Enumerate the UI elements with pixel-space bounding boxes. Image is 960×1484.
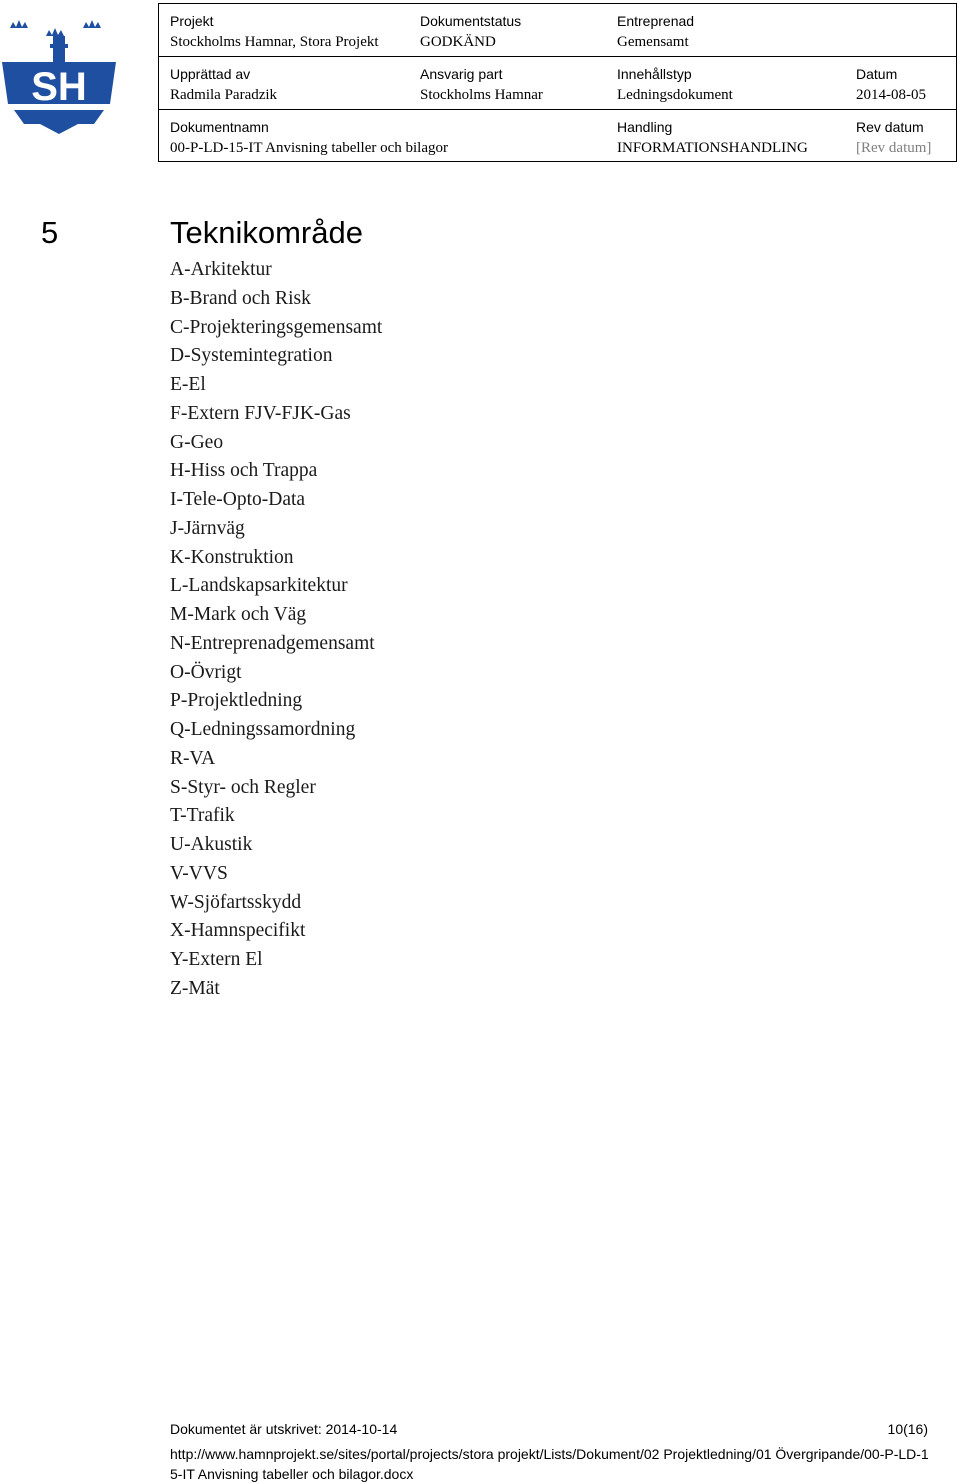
upprattad-av-value: Radmila Paradzik: [170, 87, 278, 103]
handling-value: INFORMATIONSHANDLING: [617, 140, 808, 156]
teknikomrade-list: [170, 256, 382, 1004]
header-cell-entreprenad: [606, 4, 956, 56]
header-row-1: [159, 4, 956, 56]
list-item: L-Landskapsarkitektur: [170, 575, 348, 597]
list-item: Q-Ledningssamordning: [170, 719, 356, 740]
page-number: 10(16): [887, 1421, 928, 1437]
list-item: Y-Extern El: [170, 949, 263, 970]
list-item: W-Sjöfartsskydd: [170, 891, 302, 913]
list-item: B-Brand och Risk: [170, 287, 311, 309]
list-item: F-Extern FJV-FJK-Gas: [170, 402, 351, 424]
dokumentnamn-label: Dokumentnamn: [170, 119, 269, 135]
list-item: N-Entreprenadgemensamt: [170, 632, 375, 654]
upprattad-av-label: Upprättad av: [170, 66, 251, 82]
header-cell-dokumentnamn: [159, 110, 606, 163]
innehallstyp-value: Ledningsdokument: [617, 87, 733, 103]
entreprenad-label: Entreprenad: [617, 13, 695, 29]
header-cell-rev-datum: [845, 110, 956, 163]
dokumentnamn-value: 00-P-LD-15-IT Anvisning tabeller och bilagor: [170, 140, 448, 156]
innehallstyp-label: Innehållstyp: [617, 66, 692, 82]
section-number: 5: [41, 215, 59, 250]
list-item: E-El: [170, 374, 206, 395]
list-item: D-Systemintegration: [170, 345, 333, 367]
datum-value: 2014-08-05: [856, 87, 926, 103]
list-item: U-Akustik: [170, 834, 253, 855]
list-item: G-Geo: [170, 431, 224, 453]
document-path: http://www.hamnprojekt.se/sites/portal/projects/stora projekt/Lists/Dokument/02 Projektledning/01 Övergripande/00-P-LD-15-IT Anvisning tabeller och bilagor.docx: [170, 1446, 929, 1482]
header-cell-ansvarig-part: [409, 57, 606, 110]
list-item: M-Mark och Väg: [170, 604, 307, 625]
list-item: K-Konstruktion: [170, 546, 294, 568]
datum-label: Datum: [856, 66, 898, 82]
header-cell-projekt: [159, 4, 409, 56]
list-item: V-VVS: [170, 862, 228, 884]
list-item: I-Tele-Opto-Data: [170, 489, 306, 510]
list-item: P-Projektledning: [170, 690, 303, 712]
header-cell-datum: [845, 57, 956, 110]
document-header-table: [158, 3, 957, 162]
list-item: C-Projekteringsgemensamt: [170, 316, 383, 338]
handling-label: Handling: [617, 119, 673, 135]
header-row-2: [159, 56, 956, 110]
header-cell-upprattad-av: [159, 57, 409, 110]
header-row-3: [159, 109, 956, 163]
projekt-value: Stockholms Hamnar, Stora Projekt: [170, 34, 379, 50]
projekt-label: Projekt: [170, 13, 214, 29]
printed-date: Dokumentet är utskrivet: 2014-10-14: [170, 1421, 398, 1437]
list-item: A-Arkitektur: [170, 259, 272, 280]
list-item: R-VA: [170, 747, 216, 769]
list-item: T-Trafik: [170, 805, 235, 827]
list-item: Z-Mät: [170, 977, 220, 999]
dokumentstatus-label: Dokumentstatus: [420, 13, 522, 29]
logo-text: SH: [31, 65, 87, 109]
header-cell-dokumentstatus: [409, 4, 606, 56]
entreprenad-value: Gemensamt: [617, 34, 689, 50]
header-cell-innehallstyp: [606, 57, 845, 110]
dokumentstatus-value: GODKÄND: [420, 34, 496, 50]
ansvarig-part-value: Stockholms Hamnar: [420, 87, 543, 103]
list-item: X-Hamnspecifikt: [170, 920, 306, 942]
header-cell-handling: [606, 110, 845, 163]
list-item: H-Hiss och Trappa: [170, 460, 318, 482]
section-title: Teknikområde: [170, 215, 363, 250]
list-item: J-Järnväg: [170, 517, 245, 539]
company-logo: [0, 14, 118, 134]
rev-datum-label: Rev datum: [856, 119, 924, 135]
ansvarig-part-label: Ansvarig part: [420, 66, 503, 82]
list-item: S-Styr- och Regler: [170, 776, 316, 798]
rev-datum-value: [Rev datum]: [856, 140, 932, 156]
list-item: O-Övrigt: [170, 661, 242, 683]
